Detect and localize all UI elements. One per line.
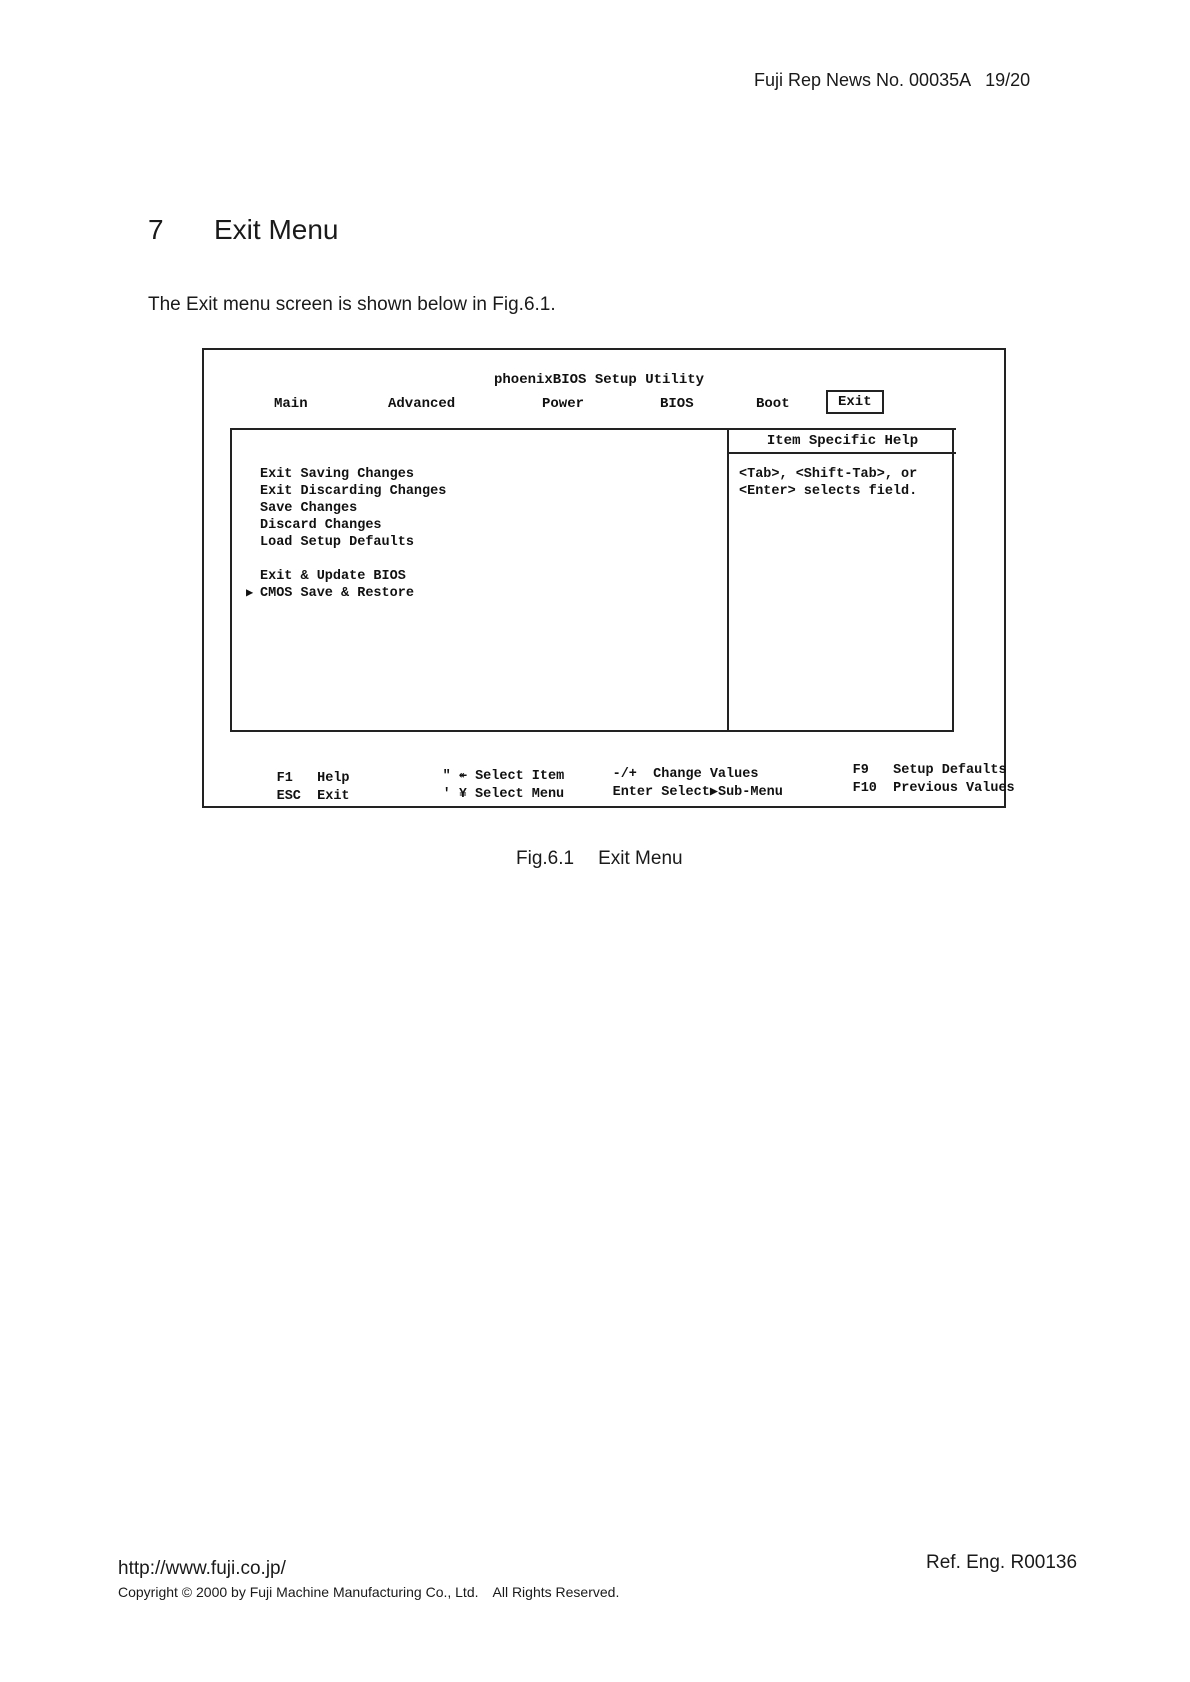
- menu-tab-power[interactable]: Power: [542, 396, 585, 412]
- rights-text: All Rights Reserved.: [492, 1584, 620, 1600]
- key-esc-label: Exit: [317, 789, 350, 804]
- section-heading: [148, 214, 339, 246]
- key-enter: Enter: [612, 785, 654, 800]
- menu-tab-advanced[interactable]: Advanced: [388, 396, 456, 412]
- previous-values-label: Previous Values: [893, 781, 1015, 796]
- doc-reference: Fuji Rep News No. 00035A: [754, 70, 972, 90]
- key-f1: F1: [276, 771, 293, 786]
- option-discard-changes[interactable]: Discard Changes: [260, 518, 382, 533]
- legend-esc: [228, 770, 350, 824]
- bios-screen-figure: [202, 348, 1015, 808]
- bios-menu-bar: [204, 396, 1004, 420]
- footer-copyright: [118, 1584, 619, 1600]
- sub-menu-label: Sub-Menu: [717, 785, 783, 800]
- down-arrow-icon: ↞: [458, 769, 467, 784]
- exit-options-list: [246, 466, 447, 602]
- key-f9: F9: [852, 763, 869, 778]
- panel-divider: [727, 428, 729, 732]
- intro-text: The Exit menu screen is shown below in Fig.6.1.: [148, 294, 556, 315]
- right-arrow-icon: ¥: [458, 787, 467, 802]
- help-line: <Enter> selects field.: [739, 484, 918, 499]
- help-panel-title: Item Specific Help: [727, 428, 956, 454]
- page-number: 19/20: [985, 70, 1031, 90]
- setup-defaults-label: Setup Defaults: [893, 763, 1007, 778]
- legend-select-menu: [394, 768, 564, 822]
- figure-number: Fig.6.1: [516, 848, 575, 869]
- left-arrow-icon: ': [442, 787, 451, 802]
- menu-tab-bios[interactable]: BIOS: [660, 396, 694, 412]
- key-f1-label: Help: [317, 771, 350, 786]
- bios-main-panel: [230, 428, 954, 732]
- legend-enter: [564, 766, 783, 820]
- enter-select-label: Select: [661, 785, 710, 800]
- submenu-arrow-icon: ▶: [709, 785, 718, 800]
- menu-tab-boot[interactable]: Boot: [756, 396, 790, 412]
- figure-title: Exit Menu: [598, 848, 683, 869]
- option-save-changes[interactable]: Save Changes: [260, 501, 358, 516]
- key-change: -/+: [612, 767, 637, 782]
- option-cmos-label: CMOS Save & Restore: [260, 586, 414, 601]
- legend-f10: [804, 762, 1015, 816]
- help-line: <Tab>, <Shift-Tab>, or: [739, 467, 918, 482]
- up-arrow-icon: ": [442, 769, 451, 784]
- footer-url[interactable]: http://www.fuji.co.jp/: [118, 1558, 286, 1579]
- select-item-label: Select Item: [475, 769, 565, 784]
- menu-tab-main[interactable]: Main: [274, 396, 308, 412]
- page-header: [754, 70, 1030, 91]
- help-panel-text: [739, 466, 951, 500]
- submenu-arrow-icon: ▶: [246, 586, 254, 600]
- key-esc: ESC: [276, 789, 301, 804]
- option-cmos-save-restore[interactable]: [246, 585, 446, 602]
- footer-reference: Ref. Eng. R00136: [926, 1552, 1078, 1573]
- section-number: 7: [148, 214, 164, 245]
- bios-title: phoenixBIOS Setup Utility: [494, 372, 705, 388]
- copyright-text: Copyright © 2000 by Fuji Machine Manufacturing Co., Ltd.: [118, 1584, 479, 1600]
- option-exit-update-bios[interactable]: Exit & Update BIOS: [260, 569, 406, 584]
- select-menu-label: Select Menu: [475, 787, 565, 802]
- figure-caption: [516, 848, 683, 870]
- change-values-label: Change Values: [653, 767, 759, 782]
- section-title: Exit Menu: [214, 214, 339, 245]
- option-exit-discarding-changes[interactable]: Exit Discarding Changes: [260, 484, 447, 499]
- option-load-setup-defaults[interactable]: Load Setup Defaults: [260, 535, 414, 550]
- key-f10: F10: [852, 781, 877, 796]
- option-exit-saving-changes[interactable]: Exit Saving Changes: [260, 467, 414, 482]
- menu-tab-exit[interactable]: Exit: [826, 390, 884, 414]
